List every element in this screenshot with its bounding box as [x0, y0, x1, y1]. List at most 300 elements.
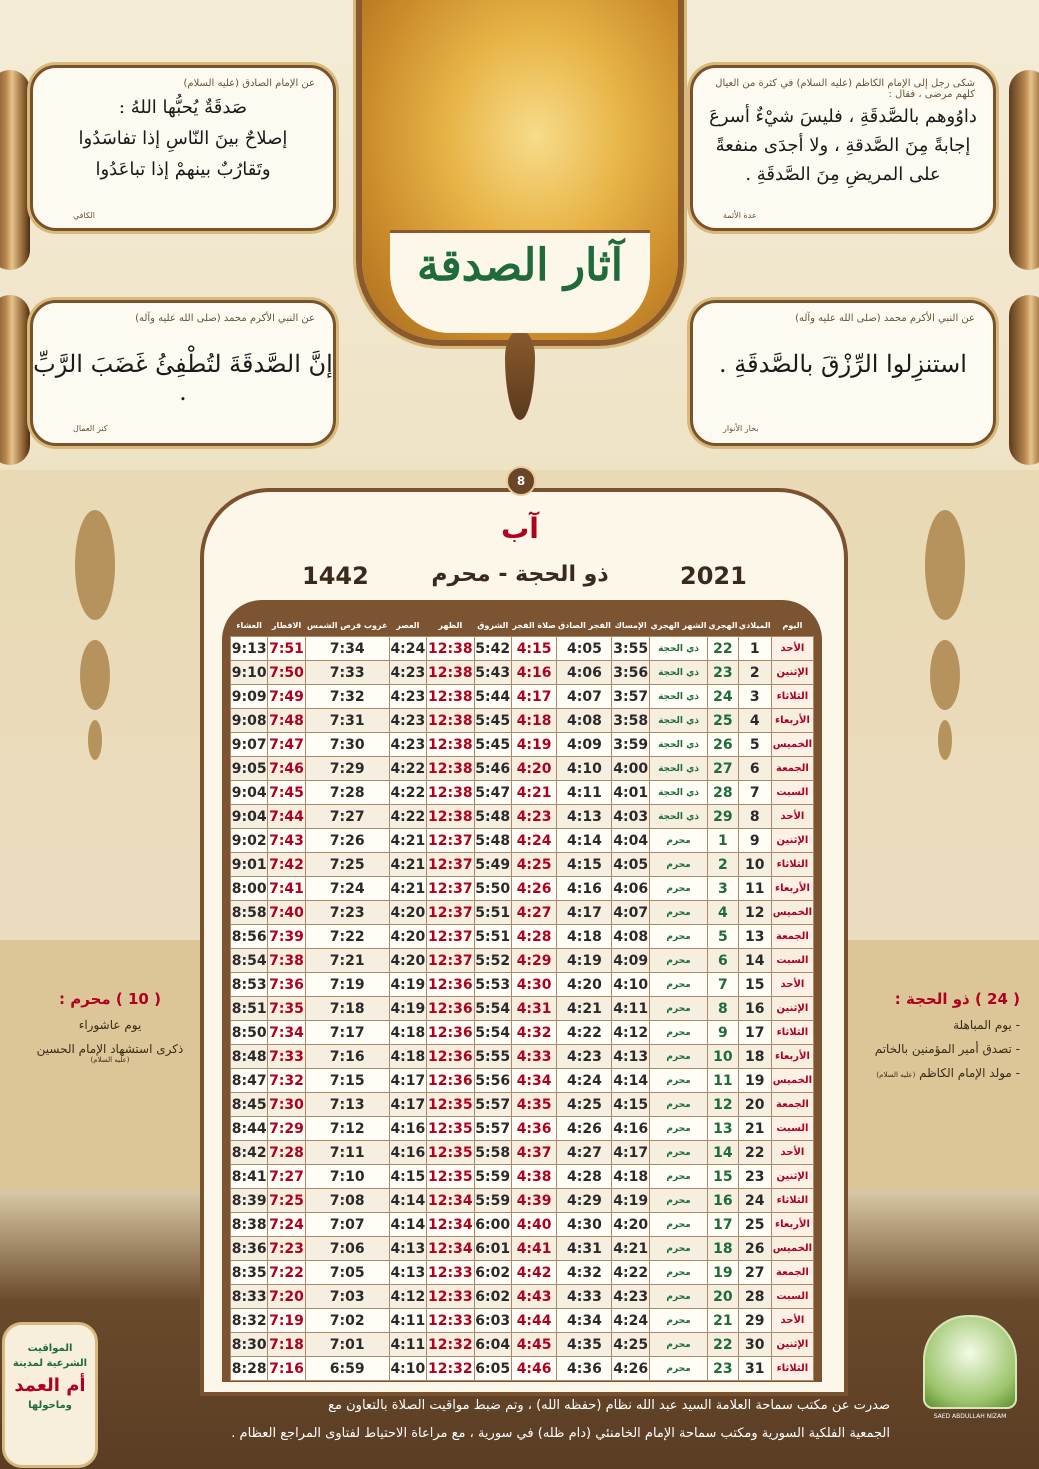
table-cell: 4:13: [612, 1045, 649, 1069]
table-cell: 4:16: [557, 877, 612, 901]
table-row: [231, 901, 814, 925]
note-left: [20, 990, 200, 1064]
table-cell: 4:26: [511, 877, 556, 901]
table-cell: 3: [738, 685, 771, 709]
table-cell: 7:39: [268, 925, 305, 949]
table-cell: 4:31: [557, 1237, 612, 1261]
table-cell: 4:23: [612, 1285, 649, 1309]
note-line: ذكرى استشهاد الإمام الحسين: [36, 1042, 184, 1056]
table-row: [231, 1069, 814, 1093]
table-cell: 7:19: [268, 1309, 305, 1333]
table-cell: 5:45: [474, 733, 511, 757]
table-cell: 6:04: [474, 1333, 511, 1357]
table-cell: 5:59: [474, 1189, 511, 1213]
table-cell: 5:51: [474, 901, 511, 925]
table-cell: 4:22: [389, 781, 426, 805]
table-cell: 4:13: [557, 805, 612, 829]
table-cell: 8: [738, 805, 771, 829]
table-cell: 3:57: [612, 685, 649, 709]
table-cell: 4:18: [612, 1165, 649, 1189]
table-cell: 4:44: [511, 1309, 556, 1333]
table-cell: 4: [708, 901, 738, 925]
quote-source: عن النبي الأكرم محمد (صلى الله عليه وآله): [135, 313, 315, 324]
table-cell: 8:44: [231, 1117, 268, 1141]
table-cell: 4:11: [612, 997, 649, 1021]
table-cell: 5:57: [474, 1093, 511, 1117]
table-cell: 4:33: [557, 1285, 612, 1309]
table-cell: الجمعة: [771, 757, 813, 781]
table-row: [231, 1309, 814, 1333]
table-cell: 7:15: [305, 1069, 389, 1093]
table-cell: 4:20: [389, 901, 426, 925]
table-cell: 7:12: [305, 1117, 389, 1141]
table-cell: 12:37: [427, 877, 475, 901]
footer-text: [150, 1392, 890, 1448]
table-cell: 7:42: [268, 853, 305, 877]
table-cell: 29: [738, 1309, 771, 1333]
table-cell: 12: [708, 1093, 738, 1117]
table-cell: 4:22: [389, 805, 426, 829]
table-cell: 4:20: [389, 949, 426, 973]
table-cell: الإثنين: [771, 661, 813, 685]
month-number-badge: 8: [506, 466, 536, 496]
table-cell: السبت: [771, 1285, 813, 1309]
table-cell: 31: [738, 1357, 771, 1381]
table-cell: 4:18: [511, 709, 556, 733]
table-cell: 7:03: [305, 1285, 389, 1309]
table-cell: 4:20: [389, 925, 426, 949]
table-row: [231, 1165, 814, 1189]
left-roll-mid: [0, 295, 30, 465]
table-cell: محرم: [649, 1357, 707, 1381]
column-header: الظهر: [427, 614, 475, 637]
table-cell: 5:51: [474, 925, 511, 949]
table-cell: 12:38: [427, 757, 475, 781]
table-cell: 4:17: [511, 685, 556, 709]
table-cell: 7:28: [305, 781, 389, 805]
table-cell: 7:02: [305, 1309, 389, 1333]
table-row: [231, 1093, 814, 1117]
table-cell: الجمعة: [771, 1261, 813, 1285]
quote-card-top-right: [690, 65, 996, 231]
table-cell: محرم: [649, 853, 707, 877]
table-cell: الأحد: [771, 805, 813, 829]
table-cell: 12:33: [427, 1261, 475, 1285]
table-row: [231, 925, 814, 949]
table-cell: محرم: [649, 1333, 707, 1357]
table-cell: 7:13: [305, 1093, 389, 1117]
table-cell: 4:23: [557, 1045, 612, 1069]
table-cell: 4:04: [612, 829, 649, 853]
table-cell: محرم: [649, 1117, 707, 1141]
table-cell: 7:48: [268, 709, 305, 733]
table-cell: 25: [738, 1213, 771, 1237]
column-header: الهجري: [708, 614, 738, 637]
table-cell: 7:10: [305, 1165, 389, 1189]
table-cell: 4:21: [557, 997, 612, 1021]
table-row: [231, 709, 814, 733]
table-cell: 5: [738, 733, 771, 757]
table-cell: 4:35: [511, 1093, 556, 1117]
quote-line: صَدقَةٌ يُحبُّها اللهُ :: [118, 97, 248, 118]
table-cell: ذي الحجة: [649, 805, 707, 829]
table-cell: 22: [738, 1141, 771, 1165]
table-cell: 4:17: [557, 901, 612, 925]
table-cell: 7:36: [268, 973, 305, 997]
table-cell: 19: [708, 1261, 738, 1285]
table-cell: 12:35: [427, 1141, 475, 1165]
table-cell: 13: [708, 1117, 738, 1141]
table-cell: 4:11: [389, 1309, 426, 1333]
badge-line: المواقيت: [27, 1343, 73, 1354]
table-cell: 4:16: [612, 1117, 649, 1141]
quote-line: داوُوهم بالصَّدقَةِ ، فليسَ شيْءٌ أسرعَ: [709, 106, 977, 127]
table-row: [231, 757, 814, 781]
table-cell: 12:37: [427, 853, 475, 877]
table-cell: 7:27: [268, 1165, 305, 1189]
table-cell: 9: [708, 1021, 738, 1045]
table-cell: 5:56: [474, 1069, 511, 1093]
table-cell: 5:43: [474, 661, 511, 685]
table-cell: 5: [708, 925, 738, 949]
table-cell: 4:18: [389, 1045, 426, 1069]
table-cell: 9:04: [231, 781, 268, 805]
note-line: - مولد الإمام الكاظم (عليه السلام): [876, 1066, 1020, 1080]
table-row: [231, 1213, 814, 1237]
table-cell: 4:32: [557, 1261, 612, 1285]
table-cell: 12:37: [427, 901, 475, 925]
table-cell: 26: [708, 733, 738, 757]
hijri-year: 1442: [302, 562, 369, 590]
prayer-times-table-container: [222, 600, 822, 1382]
table-row: [231, 997, 814, 1021]
table-cell: الأحد: [771, 1141, 813, 1165]
table-cell: 4:36: [557, 1357, 612, 1381]
table-cell: 12:38: [427, 781, 475, 805]
table-cell: 12:34: [427, 1189, 475, 1213]
table-cell: 7:28: [268, 1141, 305, 1165]
table-cell: الأربعاء: [771, 709, 813, 733]
table-cell: 15: [708, 1165, 738, 1189]
table-cell: 8:58: [231, 901, 268, 925]
table-cell: 12:34: [427, 1213, 475, 1237]
table-cell: 12:32: [427, 1357, 475, 1381]
table-row: [231, 1285, 814, 1309]
table-cell: محرم: [649, 877, 707, 901]
table-cell: 7:32: [305, 685, 389, 709]
table-cell: 7:51: [268, 637, 305, 661]
quote-reference: كنز العمال: [73, 424, 108, 433]
table-cell: 2: [708, 853, 738, 877]
table-cell: 12:32: [427, 1333, 475, 1357]
table-cell: 4:00: [612, 757, 649, 781]
table-cell: 4:23: [389, 733, 426, 757]
column-header: الميلادي: [738, 614, 771, 637]
table-cell: 4:10: [612, 973, 649, 997]
table-cell: 18: [738, 1045, 771, 1069]
quote-line: إصلاحٌ بينَ النّاسِ إذا تفاسَدُوا: [78, 128, 288, 149]
table-row: [231, 1357, 814, 1381]
table-cell: 6:05: [474, 1357, 511, 1381]
table-row: [231, 829, 814, 853]
table-cell: 4:19: [389, 973, 426, 997]
table-cell: 7:33: [268, 1045, 305, 1069]
table-cell: 4: [738, 709, 771, 733]
quote-source: عن النبي الأكرم محمد (صلى الله عليه وآله): [795, 313, 975, 324]
table-cell: 20: [708, 1285, 738, 1309]
table-cell: 4:05: [557, 637, 612, 661]
gregorian-year: 2021: [680, 562, 747, 590]
table-cell: 7:29: [305, 757, 389, 781]
quote-card-top-left: [30, 65, 336, 231]
table-cell: محرم: [649, 1093, 707, 1117]
table-cell: 3:55: [612, 637, 649, 661]
prayer-times-table: [230, 614, 814, 1381]
table-cell: 4:14: [612, 1069, 649, 1093]
table-cell: 6:03: [474, 1309, 511, 1333]
column-header: غروب قرص الشمس: [305, 614, 389, 637]
table-cell: 4:01: [612, 781, 649, 805]
table-cell: 4:43: [511, 1285, 556, 1309]
table-cell: 5:53: [474, 973, 511, 997]
table-cell: 4:29: [511, 949, 556, 973]
table-cell: 4:33: [511, 1045, 556, 1069]
dome-logo-icon: [923, 1315, 1017, 1409]
quote-line: وتَقارُبٌ بينهمْ إذا تباعَدُوا: [95, 159, 271, 180]
table-cell: 4:21: [511, 781, 556, 805]
table-cell: 9:08: [231, 709, 268, 733]
left-ornament: [50, 510, 140, 770]
table-cell: الأحد: [771, 1309, 813, 1333]
table-cell: 4:42: [511, 1261, 556, 1285]
table-cell: 4:22: [557, 1021, 612, 1045]
table-cell: 8:53: [231, 973, 268, 997]
table-row: [231, 1189, 814, 1213]
table-cell: 7:18: [305, 997, 389, 1021]
table-row: [231, 1333, 814, 1357]
column-header: الإمساك: [612, 614, 649, 637]
table-cell: 8:00: [231, 877, 268, 901]
table-cell: الأحد: [771, 637, 813, 661]
table-cell: 10: [738, 853, 771, 877]
table-cell: 4:39: [511, 1189, 556, 1213]
table-cell: 12:36: [427, 1045, 475, 1069]
table-cell: ذي الحجة: [649, 709, 707, 733]
table-cell: 4:20: [557, 973, 612, 997]
table-cell: 7:49: [268, 685, 305, 709]
table-cell: 4:11: [389, 1333, 426, 1357]
table-cell: 24: [708, 685, 738, 709]
table-cell: 17: [708, 1213, 738, 1237]
table-cell: 9:13: [231, 637, 268, 661]
table-cell: محرم: [649, 973, 707, 997]
table-cell: 3:59: [612, 733, 649, 757]
table-cell: 4:26: [557, 1117, 612, 1141]
table-cell: الثلاثاء: [771, 685, 813, 709]
table-cell: 4:19: [557, 949, 612, 973]
table-cell: 4:18: [389, 1021, 426, 1045]
table-cell: محرم: [649, 1189, 707, 1213]
table-cell: 4:14: [389, 1189, 426, 1213]
table-cell: ذي الحجة: [649, 661, 707, 685]
quote-source: شكى رجل إلى الإمام الكاظم (عليه السلام) في كثرة من العيال كلهم مرضى ، فقال :: [715, 78, 975, 100]
note-heading: ( 24 ) ذو الحجة :: [894, 990, 1020, 1008]
table-cell: محرم: [649, 829, 707, 853]
column-header: صلاة الفجر: [511, 614, 556, 637]
table-cell: 4:23: [389, 709, 426, 733]
table-cell: 7:29: [268, 1117, 305, 1141]
table-cell: الأربعاء: [771, 877, 813, 901]
column-header: الفجر الصادق: [557, 614, 612, 637]
table-cell: 12:38: [427, 733, 475, 757]
table-cell: 5:59: [474, 1165, 511, 1189]
table-cell: 23: [738, 1165, 771, 1189]
table-cell: محرم: [649, 997, 707, 1021]
table-cell: 12: [738, 901, 771, 925]
table-cell: 4:12: [389, 1285, 426, 1309]
table-cell: 22: [708, 637, 738, 661]
table-cell: الأربعاء: [771, 1045, 813, 1069]
table-cell: الجمعة: [771, 1093, 813, 1117]
table-cell: 4:35: [557, 1333, 612, 1357]
table-cell: 4:08: [612, 925, 649, 949]
table-cell: 7:35: [268, 997, 305, 1021]
table-cell: 26: [738, 1237, 771, 1261]
table-cell: 4:28: [511, 925, 556, 949]
note-right: [840, 990, 1020, 1080]
table-cell: 5:57: [474, 1117, 511, 1141]
table-cell: 7:21: [305, 949, 389, 973]
table-cell: 12:38: [427, 661, 475, 685]
table-cell: 23: [708, 1357, 738, 1381]
table-cell: 2: [738, 661, 771, 685]
footer-line-2: الجمعية الفلكية السورية ومكتب سماحة الإمام الخامنئي (دام ظله) في سورية ، مع مراعاة الاحتياط لفتاوى المراجع العظام .: [231, 1426, 890, 1441]
city-badge: [2, 1322, 98, 1468]
table-cell: 9:02: [231, 829, 268, 853]
footer-line-1: صدرت عن مكتب سماحة العلامة السيد عبد الله نظام (حفظه الله) ، وتم ضبط مواقيت الصلاة بالتعاون مع: [328, 1398, 890, 1413]
table-row: [231, 685, 814, 709]
table-cell: 8:38: [231, 1213, 268, 1237]
table-cell: 16: [708, 1189, 738, 1213]
table-cell: 4:16: [511, 661, 556, 685]
table-cell: 6:59: [305, 1357, 389, 1381]
table-cell: 1: [738, 637, 771, 661]
right-roll-mid: [1009, 295, 1039, 465]
table-cell: 7:47: [268, 733, 305, 757]
table-cell: 12:38: [427, 637, 475, 661]
table-cell: 18: [708, 1237, 738, 1261]
table-cell: 12:35: [427, 1093, 475, 1117]
table-cell: الإثنين: [771, 997, 813, 1021]
table-cell: 14: [708, 1141, 738, 1165]
table-cell: 4:17: [612, 1141, 649, 1165]
note-line: يوم عاشوراء: [78, 1018, 142, 1032]
table-cell: 4:25: [511, 853, 556, 877]
table-cell: 8:56: [231, 925, 268, 949]
note-line: - تصدق أمير المؤمنين بالخاتم: [874, 1042, 1020, 1056]
table-cell: 12:33: [427, 1309, 475, 1333]
office-logo: [920, 1315, 1020, 1455]
table-cell: 8:30: [231, 1333, 268, 1357]
column-header: الشروق: [474, 614, 511, 637]
table-cell: 4:34: [511, 1069, 556, 1093]
table-cell: الثلاثاء: [771, 1357, 813, 1381]
table-cell: 4:15: [557, 853, 612, 877]
table-cell: 7:50: [268, 661, 305, 685]
table-cell: 4:24: [557, 1069, 612, 1093]
table-cell: 7:16: [305, 1045, 389, 1069]
table-cell: 7:19: [305, 973, 389, 997]
table-cell: 7:45: [268, 781, 305, 805]
table-header-row: [231, 614, 814, 637]
table-cell: 21: [708, 1309, 738, 1333]
table-cell: 7:23: [305, 901, 389, 925]
table-cell: 7:44: [268, 805, 305, 829]
table-cell: 8:35: [231, 1261, 268, 1285]
table-cell: 5:44: [474, 685, 511, 709]
table-cell: 9:04: [231, 805, 268, 829]
table-cell: 28: [738, 1285, 771, 1309]
table-cell: الإثنين: [771, 1165, 813, 1189]
table-cell: محرم: [649, 1069, 707, 1093]
table-cell: 4:19: [612, 1189, 649, 1213]
table-cell: 12:38: [427, 685, 475, 709]
table-cell: الثلاثاء: [771, 1189, 813, 1213]
table-cell: 12:35: [427, 1165, 475, 1189]
table-cell: 7:33: [305, 661, 389, 685]
table-cell: 12:38: [427, 709, 475, 733]
table-cell: 4:16: [389, 1117, 426, 1141]
table-cell: 7: [708, 973, 738, 997]
badge-line: وماحولها: [28, 1400, 72, 1411]
table-cell: الثلاثاء: [771, 853, 813, 877]
table-cell: 8:48: [231, 1045, 268, 1069]
table-cell: 4:45: [511, 1333, 556, 1357]
note-line: - يوم المباهلة: [953, 1018, 1020, 1032]
table-cell: 8:41: [231, 1165, 268, 1189]
table-cell: 8:32: [231, 1309, 268, 1333]
table-cell: 4:10: [389, 1357, 426, 1381]
table-cell: الخميس: [771, 901, 813, 925]
table-cell: الإثنين: [771, 1333, 813, 1357]
table-cell: 7:38: [268, 949, 305, 973]
table-cell: 7:31: [305, 709, 389, 733]
table-cell: ذي الحجة: [649, 733, 707, 757]
table-cell: 7:22: [305, 925, 389, 949]
table-cell: 6:02: [474, 1261, 511, 1285]
table-cell: 8:36: [231, 1237, 268, 1261]
left-roll-top: [0, 70, 30, 270]
table-cell: 4:21: [389, 853, 426, 877]
table-cell: 4:15: [389, 1165, 426, 1189]
table-cell: 7:40: [268, 901, 305, 925]
table-cell: 4:06: [557, 661, 612, 685]
quote-line: استنزِلوا الرِّزْقَ بالصَّدقَةِ .: [719, 350, 967, 378]
table-cell: 4:31: [511, 997, 556, 1021]
table-cell: 7:46: [268, 757, 305, 781]
table-cell: محرم: [649, 1021, 707, 1045]
table-cell: 4:36: [511, 1117, 556, 1141]
table-cell: ذي الحجة: [649, 781, 707, 805]
table-cell: 7:43: [268, 829, 305, 853]
table-cell: 7: [738, 781, 771, 805]
quote-reference: عدة الأئمة: [723, 211, 757, 220]
table-cell: 4:03: [612, 805, 649, 829]
table-cell: 7:18: [268, 1333, 305, 1357]
note-suffix: (عليه السلام): [90, 1056, 130, 1064]
table-cell: 4:13: [389, 1237, 426, 1261]
table-cell: محرم: [649, 1285, 707, 1309]
